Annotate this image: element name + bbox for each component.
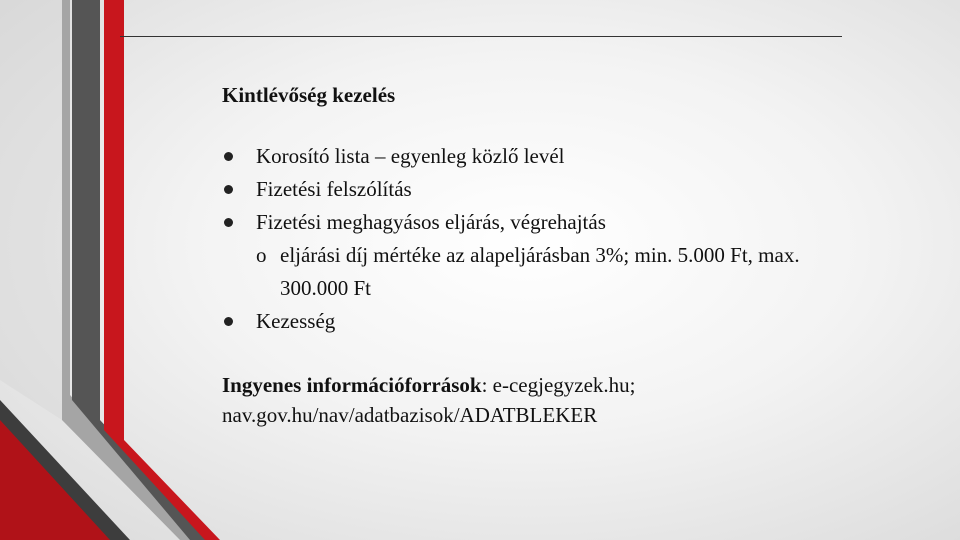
footer-source-2: nav.gov.hu/nav/adatbazisok/ADATBLEKER: [222, 403, 598, 427]
list-item: [222, 206, 842, 305]
footer-separator: :: [481, 373, 488, 397]
list-item-text: Kezesség: [256, 309, 336, 333]
circle-bullet-icon: o: [256, 243, 267, 267]
sub-list-item-text: eljárási díj mértéke az alapeljárásban 3%; min. 5.000 Ft, max. 300.000 Ft: [280, 243, 800, 300]
list-item: [222, 305, 842, 338]
list-item-text: Fizetési felszólítás: [256, 177, 412, 201]
slide-title: Kintlévőség kezelés: [222, 83, 396, 107]
top-rule: [120, 36, 842, 37]
list-item-text: Fizetési meghagyásos eljárás, végrehajtás: [256, 210, 606, 234]
list-item: [222, 173, 842, 206]
gray-wedge: [0, 0, 62, 420]
footer-source-1: e-cegjegyzek.hu;: [487, 373, 636, 397]
bullet-list: [222, 140, 842, 338]
list-item-text: Korosító lista – egyenleg közlő levél: [256, 144, 565, 168]
footer-sources: [222, 370, 842, 430]
bullet-dot-icon: [224, 317, 233, 326]
footer-label: Ingyenes információforrások: [222, 373, 482, 397]
bullet-dot-icon: [224, 152, 233, 161]
slide-content: [222, 78, 842, 430]
bullet-dot-icon: [224, 218, 233, 227]
list-item: [222, 140, 842, 173]
bullet-dot-icon: [224, 185, 233, 194]
sub-list-item: [256, 239, 842, 305]
